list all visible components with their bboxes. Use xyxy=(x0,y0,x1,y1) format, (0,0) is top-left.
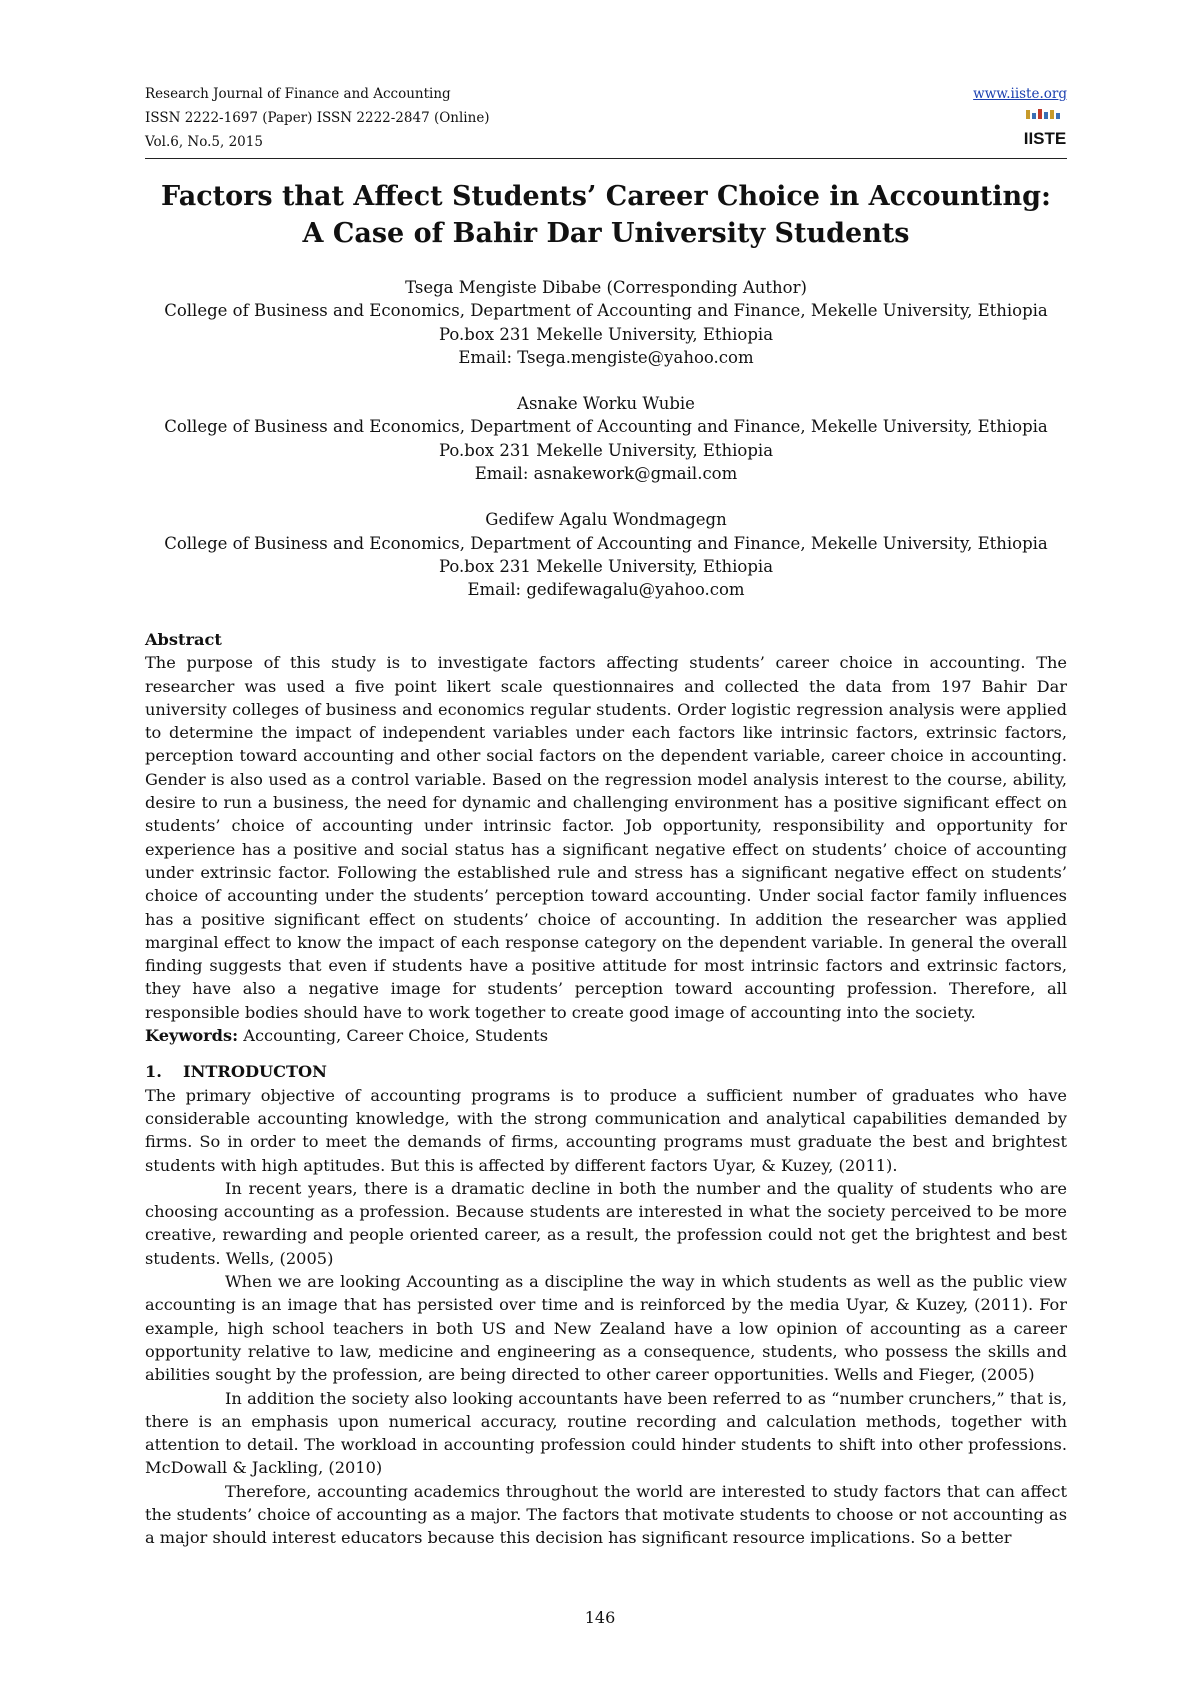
author-affiliation: College of Business and Economics, Department of Accounting and Finance, Mekelle University, Ethiopia xyxy=(164,533,1048,553)
header-rule xyxy=(145,158,1067,159)
header-right xyxy=(973,82,1067,106)
author-email: Email: asnakework@gmail.com xyxy=(474,464,738,484)
intro-paragraph: Therefore, accounting academics throughout the world are interested to study factors that can affect the students’ choice of accounting as a major. The factors that motivate students to choose or not accounting as a major should interest educators because this decision has significant resource implications. So a better xyxy=(145,1481,1067,1548)
section-number: 1. xyxy=(145,1062,162,1082)
author-name: Asnake Worku Wubie xyxy=(517,394,695,414)
author-affiliation: College of Business and Economics, Department of Accounting and Finance, Mekelle University, Ethiopia xyxy=(164,417,1048,437)
journal-info xyxy=(145,82,490,154)
page-number: 146 xyxy=(584,1608,616,1627)
volume-line: Vol.6, No.5, 2015 xyxy=(145,134,263,150)
author-affiliation: College of Business and Economics, Department of Accounting and Finance, Mekelle University, Ethiopia xyxy=(164,301,1048,321)
intro-paragraph: When we are looking Accounting as a discipline the way in which students as well as the public view accounting is an image that has persisted over time and is reinforced by the media Uyar, & Kuzey, (2011). For example, high school teachers in both US and New Zealand have a low opinion of accounting as a career opportunity relative to law, medicine and engineering as a consequence, students, who possess the skills and abilities sought by the profession, are being directed to other career opportunities. Wells and Fieger, (2005) xyxy=(145,1272,1067,1385)
keywords-value: Accounting, Career Choice, Students xyxy=(243,1026,549,1046)
author-block xyxy=(145,392,1067,485)
logo-text: IISTE xyxy=(1023,129,1067,148)
intro-paragraph: In addition the society also looking accountants have been referred to as “number crunchers,” that is, there is an emphasis upon numerical accuracy, routine recording and calculation methods, together with attention to detail. The workload in accounting profession could hinder students to shift into other professions. McDowall & Jackling, (2010) xyxy=(145,1388,1067,1478)
author-list xyxy=(145,276,1067,625)
website-link[interactable]: www.iiste.org xyxy=(973,86,1067,102)
abstract-heading: Abstract xyxy=(145,630,222,649)
keywords-line xyxy=(145,1024,1067,1047)
author-block xyxy=(145,508,1067,601)
running-header xyxy=(145,82,1067,152)
author-email: Email: Tsega.mengiste@yahoo.com xyxy=(458,347,754,367)
author-block xyxy=(145,276,1067,369)
section-heading xyxy=(145,1060,1067,1083)
author-name: Gedifew Agalu Wondmagegn xyxy=(485,510,727,530)
title-line-1: Factors that Affect Students’ Career Choice in Accounting: xyxy=(161,181,1051,212)
intro-paragraph: In recent years, there is a dramatic decline in both the number and the quality of students who are choosing accounting as a profession. Because students are interested in what the society perceived to be more creative, rewarding and people oriented career, as a result, the profession could not get the brightest and best students. Wells, (2005) xyxy=(145,1178,1067,1268)
keywords-label: Keywords: xyxy=(145,1026,239,1046)
author-address: Po.box 231 Mekelle University, Ethiopia xyxy=(438,440,774,460)
author-email: Email: gedifewagalu@yahoo.com xyxy=(467,580,745,600)
author-address: Po.box 231 Mekelle University, Ethiopia xyxy=(438,556,774,576)
author-name: Tsega Mengiste Dibabe (Corresponding Author) xyxy=(405,278,807,297)
abstract-text: The purpose of this study is to investigate factors affecting students’ career choice in accounting. The researcher was used a five point likert scale questionnaires and collected the data from 197 Bahir Dar university colleges of business and economics regular students. Order logistic regression analysis were applied to determine the impact of independent variables under each factors like intrinsic factors, extrinsic factors, perception toward accounting and other social factors on the dependent variable, career choice in accounting. Gender is also used as a control variable. Based on the regression model analysis interest to the course, ability, desire to run a business, the need for dynamic and challenging environment has a positive significant effect on students’ choice of accounting under intrinsic factor. Job opportunity, responsibility and opportunity for experience has a positive and social status has a significant negative effect on students’ choice of accounting under extrinsic factor. Following the established rule and stress has a significant negative effect on students’ choice of accounting under the students’ perception toward accounting. Under social factor family influences has a positive significant effect on students’ choice of accounting. In addition the researcher was applied marginal effect to know the impact of each response category on the dependent variable. In general the overall finding suggests that even if students have a positive attitude for most intrinsic factors and extrinsic factors, they have also a negative image for students’ perception toward accounting profession. Therefore, all responsible bodies should have to work together to create good image of accounting into the society. xyxy=(145,653,1067,1022)
author-address: Po.box 231 Mekelle University, Ethiopia xyxy=(438,324,774,344)
issn-line: ISSN 2222-1697 (Paper) ISSN 2222-2847 (Online) xyxy=(145,110,490,126)
title-line-2: A Case of Bahir Dar University Students xyxy=(302,218,910,249)
section-title: INTRODUCTON xyxy=(183,1062,327,1082)
journal-name: Research Journal of Finance and Accounting xyxy=(145,86,451,102)
intro-paragraph: The primary objective of accounting programs is to produce a sufficient number of graduates who have considerable accounting knowledge, with the strong communication and analytical capabilities demanded by firms. So in order to meet the demands of firms, accounting programs must graduate the best and brightest students with high aptitudes. But this is affected by different factors Uyar, & Kuzey, (2011). xyxy=(145,1085,1067,1175)
paper-title xyxy=(145,178,1067,252)
iiste-logo xyxy=(1023,108,1067,148)
paper-body xyxy=(145,628,1067,1550)
